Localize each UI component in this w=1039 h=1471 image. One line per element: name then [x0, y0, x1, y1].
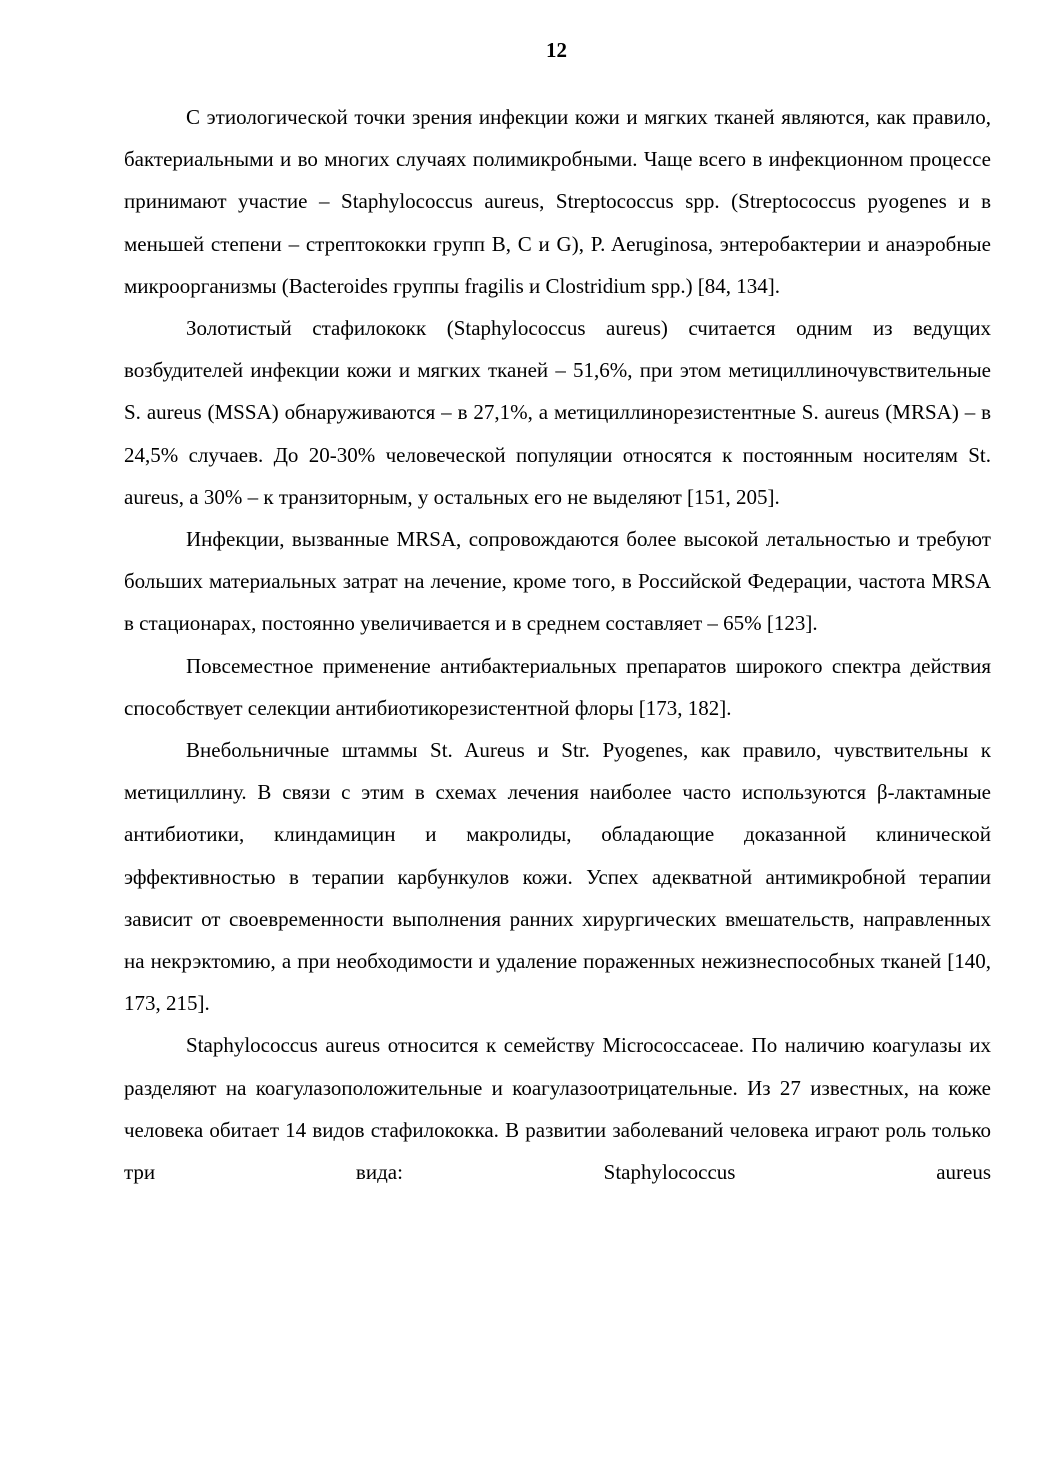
paragraph-staphylococcus-aureus: Золотистый стафилококк (Staphylococcus aureus) считается одним из ведущих возбудителей инфекции кожи и мягких тканей – 51,6%, при этом метициллиночувствительные S. aureus (MSSA) обнаруживаются – в 27,1%, а метициллинорезистентные S. aureus (MRSA) – в 24,5% случаев. До 20-30% человеческой популяции относятся к постоянным носителям St. aureus, а 30% – к транзиторным, у остальных его не выделяют [151, 205].	[124, 316, 991, 509]
paragraph-antibacterial-use: Повсеместное применение антибактериальных препаратов широкого спектра действия способствует селекции антибиотикорезистентной флоры [173, 182].	[124, 653, 991, 720]
page-number: 12	[546, 38, 567, 62]
paragraph-community-strains: Внебольничные штаммы St. Aureus и Str. Pyogenes, как правило, чувствительны к метициллину. В связи с этим в схемах лечения наиболее часто используются β-лактамные антибиотики, клиндамицин и макролиды, обладающие доказанной клинической эффективностью в терапии карбункулов кожи. Успех адекватной антимикробной терапии зависит от своевременности выполнения ранних хирургических вмешательств, направленных на некрэктомию, а при необходимости и удаление пораженных нежизнеспособных тканей [140, 173, 215].	[124, 738, 991, 1016]
paragraph-micrococcaceae: Staphylococcus aureus относится к семейству Micrococcaceae. По наличию коагулазы их разделяют на коагулазоположительные и коагулазоотрицательные. Из 27 известных, на коже человека обитает 14 видов стафилококка. В развитии заболеваний человека играют роль только три вида: Staphylococcus aureus	[124, 1033, 991, 1185]
paragraph-mrsa: Инфекции, вызванные MRSA, сопровождаются более высокой летальностью и требуют больших материальных затрат на лечение, кроме того, в Российской Федерации, частота MRSA в стационарах, постоянно увеличивается и в среднем составляет – 65% [123].	[124, 527, 991, 636]
body-text	[124, 96, 991, 1193]
paragraph-etiology: С этиологической точки зрения инфекции кожи и мягких тканей являются, как правило, бактериальными и во многих случаях полимикробными. Чаще всего в инфекционном процессе принимают участие – Staphylococcus aureus, Streptococcus spp. (Streptococcus pyogenes и в меньшей степени – стрептококки групп В, С и G), P. Aeruginosa, энтеробактерии и анаэробные микроорганизмы (Bacteroides группы fragilis и Clostridium spp.) [84, 134].	[124, 105, 991, 298]
